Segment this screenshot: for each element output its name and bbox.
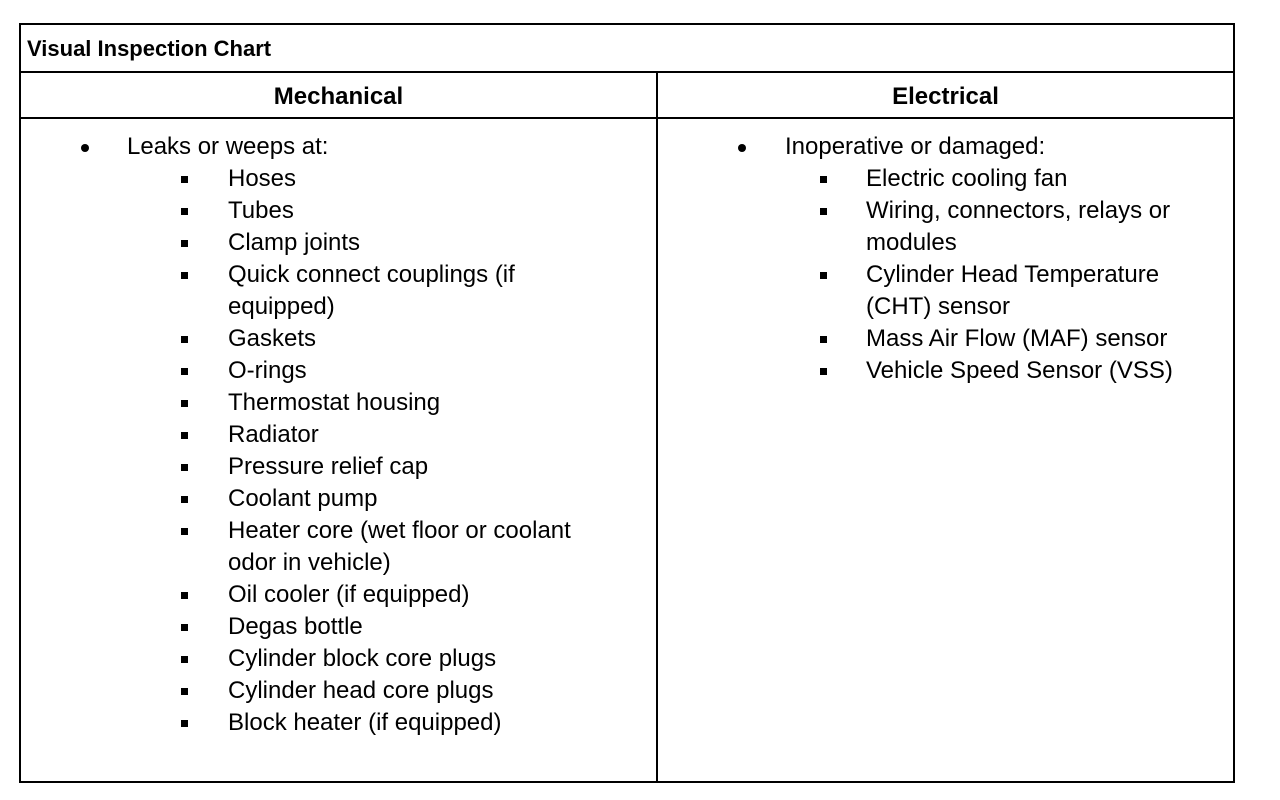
electrical-list-item-text: modules — [866, 229, 957, 256]
electrical-sub-list — [658, 163, 1233, 387]
mechanical-list-item — [21, 259, 656, 323]
square-bullet-icon — [181, 432, 188, 439]
electrical-list-item-text: Vehicle Speed Sensor (VSS) — [866, 357, 1173, 384]
square-bullet-icon — [181, 464, 188, 471]
mechanical-list-item — [21, 323, 656, 355]
square-bullet-icon — [820, 176, 827, 183]
table-title-row — [21, 25, 1233, 73]
electrical-column-header: Electrical — [892, 83, 999, 110]
square-bullet-icon — [820, 336, 827, 343]
mechanical-list-item — [21, 675, 656, 707]
square-bullet-icon — [820, 368, 827, 375]
square-bullet-icon — [181, 528, 188, 535]
electrical-list-item-text: Electric cooling fan — [866, 165, 1068, 192]
mechanical-list-item — [21, 227, 656, 259]
mechanical-list-item — [21, 707, 656, 739]
square-bullet-icon — [181, 176, 188, 183]
square-bullet-icon — [181, 496, 188, 503]
bullet-dot-icon — [81, 144, 89, 152]
mechanical-list-item-text: Radiator — [228, 421, 319, 448]
mechanical-list-item-text: Clamp joints — [228, 229, 361, 256]
square-bullet-icon — [181, 400, 188, 407]
mechanical-list-item — [21, 195, 656, 227]
mechanical-list-item — [21, 419, 656, 451]
bullet-dot-icon — [738, 144, 746, 152]
mechanical-list-item-text: equipped) — [228, 293, 335, 320]
mechanical-list-item-text: Oil cooler (if equipped) — [228, 581, 470, 608]
electrical-list-item — [658, 195, 1233, 259]
mechanical-column-header: Mechanical — [273, 83, 404, 110]
mechanical-list-item — [21, 355, 656, 387]
square-bullet-icon — [181, 272, 188, 279]
square-bullet-icon — [181, 624, 188, 631]
mechanical-list-item-text: Block heater (if equipped) — [228, 709, 502, 736]
electrical-lead-item — [658, 131, 1233, 387]
electrical-list-item — [658, 163, 1233, 195]
column-header-row — [21, 73, 1233, 119]
visual-inspection-chart-table — [19, 23, 1235, 783]
square-bullet-icon — [181, 240, 188, 247]
electrical-lead-text: Inoperative or damaged: — [785, 133, 1046, 160]
mechanical-lead-text: Leaks or weeps at: — [127, 133, 329, 160]
mechanical-list-item-text: Quick connect couplings (if — [228, 261, 515, 288]
mechanical-list-item-text: Hoses — [228, 165, 297, 192]
mechanical-list-item — [21, 163, 656, 195]
electrical-list-item — [658, 259, 1233, 323]
electrical-list-item-text: Cylinder Head Temperature — [866, 261, 1160, 288]
mechanical-list-item-text: Coolant pump — [228, 485, 378, 512]
mechanical-list-item — [21, 643, 656, 675]
electrical-list-item-text: Wiring, connectors, relays or — [866, 197, 1171, 224]
mechanical-list-item-text: Degas bottle — [228, 613, 363, 640]
mechanical-list-item — [21, 579, 656, 611]
electrical-list-item — [658, 355, 1233, 387]
square-bullet-icon — [181, 368, 188, 375]
mechanical-list-item-text: Gaskets — [228, 325, 317, 352]
mechanical-list-item-text: Cylinder block core plugs — [228, 645, 497, 672]
mechanical-column — [21, 119, 656, 739]
mechanical-list-item — [21, 515, 656, 579]
table-title: Visual Inspection Chart — [27, 36, 272, 61]
mechanical-list-item-text: O-rings — [228, 357, 307, 384]
mechanical-list-item — [21, 451, 656, 483]
mechanical-list-item — [21, 611, 656, 643]
mechanical-list-item-text: Heater core (wet floor or coolant — [228, 517, 571, 544]
mechanical-list-item-text: Cylinder head core plugs — [228, 677, 494, 704]
electrical-column — [658, 119, 1233, 387]
electrical-list-item-text: Mass Air Flow (MAF) sensor — [866, 325, 1168, 352]
square-bullet-icon — [181, 720, 188, 727]
electrical-list-item — [658, 323, 1233, 355]
square-bullet-icon — [181, 336, 188, 343]
square-bullet-icon — [181, 688, 188, 695]
mechanical-list-item — [21, 483, 656, 515]
mechanical-list-item-text: Pressure relief cap — [228, 453, 429, 480]
mechanical-lead-item — [21, 131, 656, 739]
square-bullet-icon — [181, 656, 188, 663]
mechanical-list-item-text: odor in vehicle) — [228, 549, 391, 576]
mechanical-sub-list — [21, 163, 656, 739]
square-bullet-icon — [820, 272, 827, 279]
square-bullet-icon — [820, 208, 827, 215]
mechanical-list-item-text: Thermostat housing — [228, 389, 441, 416]
square-bullet-icon — [181, 592, 188, 599]
electrical-list-item-text: (CHT) sensor — [866, 293, 1011, 320]
mechanical-list-item-text: Tubes — [228, 197, 294, 224]
mechanical-list-item — [21, 387, 656, 419]
square-bullet-icon — [181, 208, 188, 215]
